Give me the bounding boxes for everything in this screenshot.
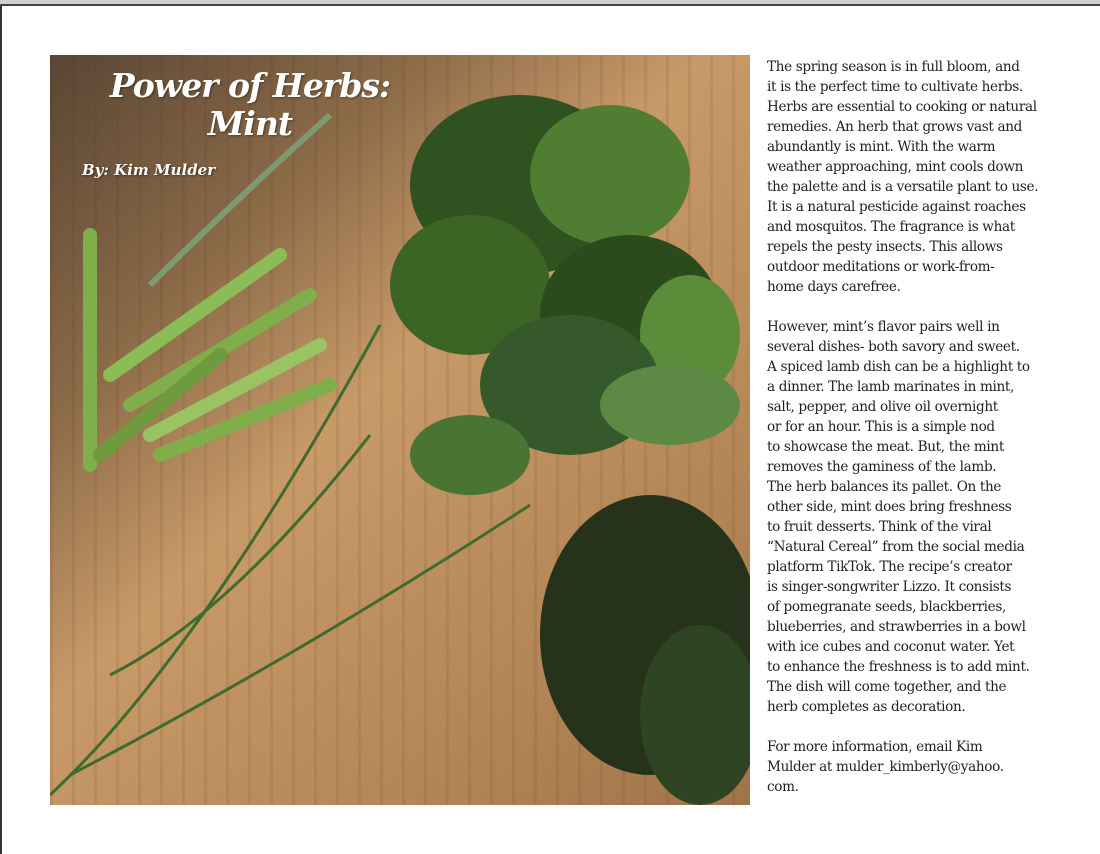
paragraph-line: to showcase the meat. But, the mint	[767, 439, 1004, 455]
herbs-photo	[50, 55, 750, 805]
paragraph-line: herb completes as decoration.	[767, 699, 966, 715]
paragraph-line: blueberries, and strawberries in a bowl	[767, 619, 1026, 635]
paragraph-line: salt, pepper, and olive oil overnight	[767, 399, 998, 415]
paragraph-line: Herbs are essential to cooking or natural	[767, 99, 1037, 115]
paragraph-line: remedies. An herb that grows vast and	[767, 119, 1022, 135]
paragraph-line: “Natural Cereal” from the social media	[767, 539, 1025, 555]
paragraph-line: or for an hour. This is a simple nod	[767, 419, 995, 435]
paragraph-line: weather approaching, mint cools down	[767, 159, 1024, 175]
paragraph-line: is singer-songwriter Lizzo. It consists	[767, 579, 1012, 595]
byline: By: Kim Mulder	[82, 161, 216, 179]
paragraph-line: the palette and is a versatile plant to use.	[767, 179, 1039, 195]
paragraph-line: platform TikTok. The recipe’s creator	[767, 559, 1012, 575]
paragraph-line: other side, mint does bring freshness	[767, 499, 1012, 515]
paragraph-line: to fruit desserts. Think of the viral	[767, 519, 992, 535]
article-paragraph	[767, 737, 1057, 797]
paragraph-line: The herb balances its pallet. On the	[767, 479, 1002, 495]
window-top-bar	[0, 0, 1100, 6]
paragraph-line: A spiced lamb dish can be a highlight to	[767, 359, 1030, 375]
article-title	[50, 67, 450, 143]
paragraph-line: It is a natural pesticide against roaches	[767, 199, 1026, 215]
paragraph-line: to enhance the freshness is to add mint.	[767, 659, 1030, 675]
paragraph-line: it is the perfect time to cultivate herbs.	[767, 79, 1023, 95]
title-line-1: Power of Herbs:	[109, 66, 391, 105]
paragraph-line: abundantly is mint. With the warm	[767, 139, 996, 155]
paragraph-line: of pomegranate seeds, blackberries,	[767, 599, 1006, 615]
paragraph-line: The dish will come together, and the	[767, 679, 1007, 695]
paragraph-line: com.	[767, 779, 799, 795]
page-left-edge	[0, 6, 2, 854]
mint-leaves	[390, 95, 740, 495]
article-body	[767, 57, 1057, 817]
article-paragraph	[767, 57, 1057, 297]
paragraph-line: For more information, email Kim	[767, 739, 983, 755]
paragraph-line: several dishes- both savory and sweet.	[767, 339, 1020, 355]
paragraph-line: and mosquitos. The fragrance is what	[767, 219, 1015, 235]
paragraph-line: with ice cubes and coconut water. Yet	[767, 639, 1015, 655]
paragraph-line: The spring season is in full bloom, and	[767, 59, 1020, 75]
paragraph-line: However, mint’s flavor pairs well in	[767, 319, 1000, 335]
paragraph-line: removes the gaminess of the lamb.	[767, 459, 997, 475]
paragraph-line: repels the pesty insects. This allows	[767, 239, 1003, 255]
article-paragraph	[767, 317, 1057, 717]
paragraph-line: outdoor meditations or work-from-	[767, 259, 995, 275]
thyme-bunch	[540, 495, 750, 805]
paragraph-line: home days carefree.	[767, 279, 901, 295]
green-onions	[90, 235, 330, 465]
paragraph-line: Mulder at mulder_kimberly@yahoo.	[767, 759, 1004, 775]
paragraph-line: a dinner. The lamb marinates in mint,	[767, 379, 1014, 395]
title-line-2: Mint	[207, 104, 293, 143]
